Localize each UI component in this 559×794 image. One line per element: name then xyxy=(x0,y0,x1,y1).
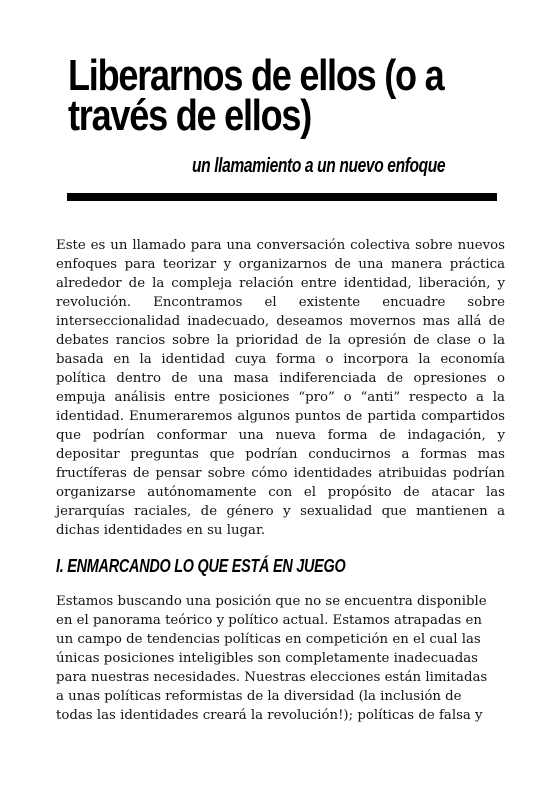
intro-paragraph: Este es un llamado para una conversación colectiva sobre nuevos enfoques para teorizar y organizarnos de una manera práctica alrededor de la compleja relación entre identidad, liberación, y revolución. Encontramos el existente encuadre sobre interseccionalidad inadecuado, deseamos movernos mas allá de debates rancios sobre la prioridad de la opresión de clase o la basada en la identidad cuya forma o incorpora la economía política dentro de una masa indiferenciada de opresiones o empuja análisis entre posiciones “pro” o “anti” respecto a la identidad. Enumeraremos algunos puntos de partida compartidos que podrían conformar una nueva forma de indagación, y depositar preguntas que podrían conducirnos a formas mas fructíferas de pensar sobre cómo identidades atribuidas podrían organizarse autónomamente con el propósito de atacar las jerarquías raciales, de género y sexualidad que mantienen a dichas identidades en su lugar. xyxy=(56,238,505,538)
section-heading: I. ENMARCANDO LO QUE ESTÁ EN JUEGO xyxy=(56,556,346,576)
section-paragraph: Estamos buscando una posición que no se encuentra disponible en el panorama teórico y político actual. Estamos atrapadas en un campo de tendencias políticas en competición en el cual las únicas posiciones inteligibles son completamente inadecuadas para nuestras necesidades. Nuestras elecciones están limitadas a unas políticas reformistas de la diversidad (la inclusión de todas las identidades creará la revolución!); políticas de falsa y xyxy=(56,594,488,723)
document-title: Liberarnos de ellos (o a través de ellos) xyxy=(68,51,444,140)
document-subtitle: un llamamiento a un nuevo enfoque xyxy=(192,155,446,177)
title-divider-rule xyxy=(67,193,497,201)
